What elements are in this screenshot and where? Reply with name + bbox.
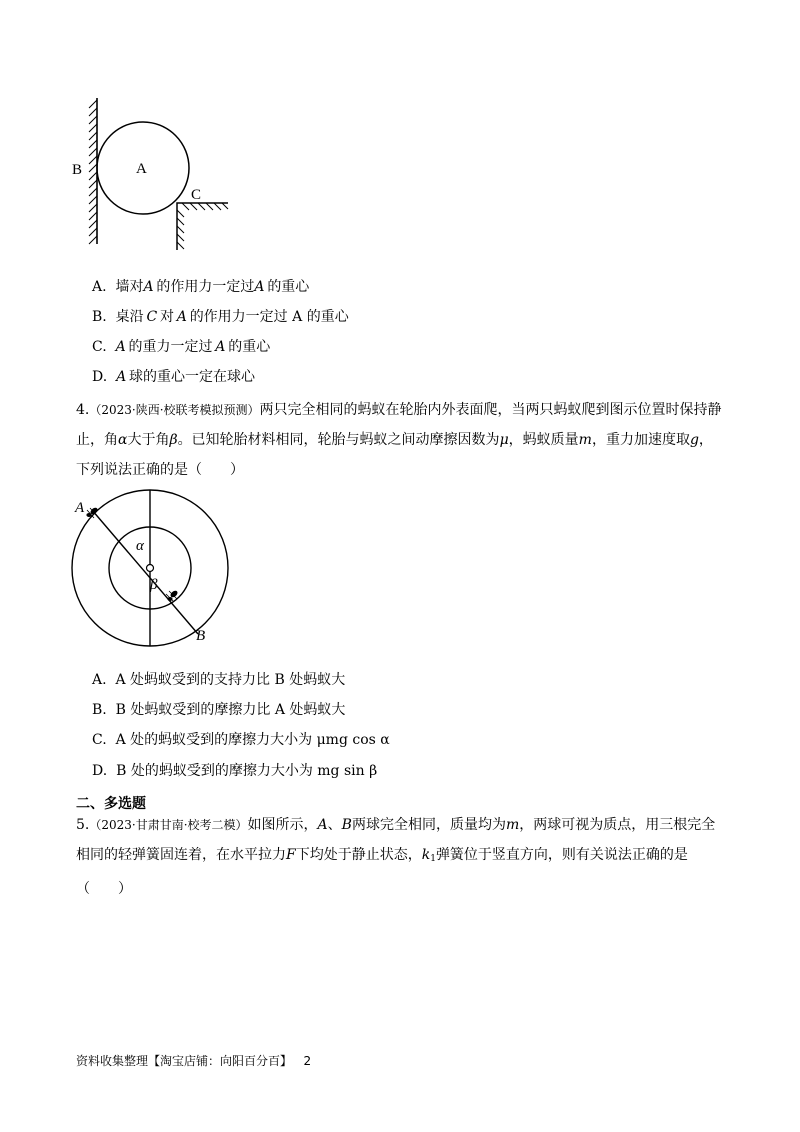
q3-option-d: D. A 球的重心一定在球心 [92,369,256,385]
footer-text: 资料收集整理【淘宝店铺：向阳百分百】 [76,1054,293,1068]
figure2-beta: β [150,577,158,593]
figure1-label-c: C [191,187,202,203]
ant-icon-b [166,589,179,602]
q4-option-b: B. B 处蚂蚁受到的摩擦力比 A 处蚂蚁大 [92,702,346,718]
figure1-label-b: B [72,162,83,178]
figure-ball-wall [70,92,240,252]
question-5-stem: 5.（2023·甘肃甘南·校考二模）如图所示，A、B两球完全相同，质量均为m，两球可视为质点，用三根完全相同的轻弹簧固连着，在水平拉力F下均处于静止状态，$k_1$弹簧位于竖直方向，则有关说法正确的是（ ） [76,817,716,897]
figure2-label-a: A [75,500,85,516]
q3-option-b: B. 桌沿 C 对 A 的作用力一定过 A 的重心 [92,309,349,325]
q4-option-a: A. A 处蚂蚁受到的支持力比 B 处蚂蚁大 [92,672,346,688]
q4-option-c: C. A 处的蚂蚁受到的摩擦力大小为 μmg cos α [92,732,390,748]
figure2-alpha: α [136,538,144,554]
question-4-stem: 4.（2023·陕西·校联考模拟预测）两只完全相同的蚂蚁在轮胎内外表面爬，当两只蚂蚁爬到图示位置时保持静止，角α大于角β。已知轮胎材料相同，轮胎与蚂蚁之间动摩擦因数为μ，蚂蚁质量m，重力加速度取g，下列说法正确的是（ ） [76,402,722,478]
page-footer [76,1052,311,1069]
q4-option-d: D. B 处的蚂蚁受到的摩擦力大小为 mg sin β [92,763,378,779]
q3-option-a: A. 墙对A 的作用力一定过A 的重心 [92,279,310,295]
q3-option-c: C. A 的重力一定过 A 的重心 [92,339,271,355]
section-title: 二、多选题 [76,796,146,812]
figure2-label-b: B [196,628,206,644]
figure1-label-a: A [136,161,147,177]
figure-tire-ants [70,488,230,648]
page-number: 2 [303,1054,312,1068]
